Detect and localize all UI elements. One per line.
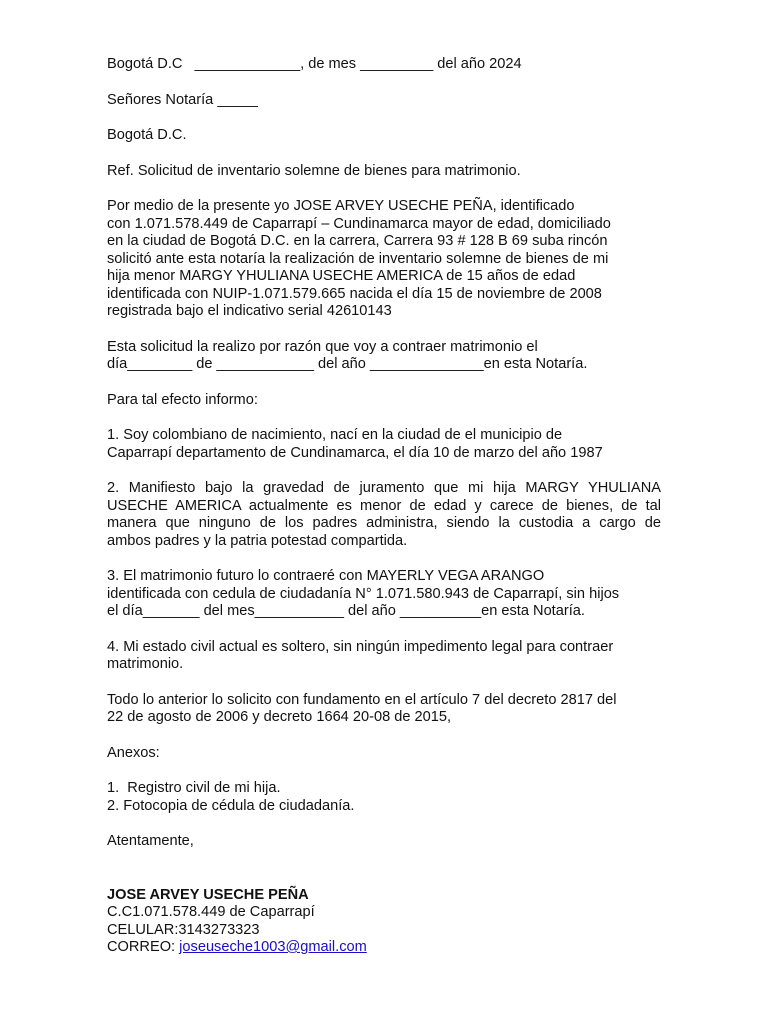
legal-basis-line: Todo lo anterior lo solicito con fundamento en el artículo 7 del decreto 2817 del bbox=[107, 691, 617, 708]
intro-line: hija menor MARGY YHULIANA USECHE AMERICA de 15 años de edad bbox=[107, 268, 576, 284]
inform-intro: Para tal efecto informo: bbox=[107, 391, 258, 408]
item-line: 2. Manifiesto bajo la gravedad de juramento que mi hija MARGY YHULIANA bbox=[107, 480, 661, 496]
item-line: 1. Soy colombiano de nacimiento, nací en la ciudad de el municipio de bbox=[107, 427, 563, 443]
item-2 bbox=[107, 480, 661, 550]
intro-line: Por medio de la presente yo JOSE ARVEY USECHE PEÑA, identificado bbox=[107, 198, 575, 214]
item-line: Caparrapí departamento de Cundinamarca, el día 10 de marzo del año 1987 bbox=[107, 444, 603, 461]
email-label: CORREO: bbox=[107, 939, 180, 955]
item-line: 3. El matrimonio futuro lo contraeré con MAYERLY VEGA ARANGO bbox=[107, 568, 545, 584]
annexes-title: Anexos: bbox=[107, 744, 160, 761]
item-line: manera que ninguno de los padres administra, siendo la custodia a cargo de bbox=[107, 515, 661, 531]
annexes-list bbox=[107, 780, 661, 815]
signer-email-row bbox=[107, 939, 661, 957]
city-line: Bogotá D.C. bbox=[107, 127, 187, 143]
request-line: día________ de ____________ del año ______________en esta Notaría. bbox=[107, 356, 588, 372]
signer-id: C.C1.071.578.449 de Caparrapí bbox=[107, 904, 315, 920]
date-line: Bogotá D.C _____________, de mes _________ del año 2024 bbox=[107, 56, 522, 72]
item-line: el día_______ del mes___________ del año __________en esta Notaría. bbox=[107, 603, 585, 619]
closing-line: Atentamente, bbox=[107, 833, 194, 849]
annex-item: 2. Fotocopia de cédula de ciudadanía. bbox=[107, 797, 355, 814]
letter-body bbox=[107, 56, 661, 957]
intro-line: en la ciudad de Bogotá D.C. en la carrera, Carrera 93 # 128 B 69 suba rincón bbox=[107, 233, 608, 249]
reference-line: Ref. Solicitud de inventario solemne de bienes para matrimonio. bbox=[107, 162, 521, 179]
request-paragraph bbox=[107, 339, 661, 374]
intro-line: solicitó ante esta notaría la realización de inventario solemne de bienes de mi bbox=[107, 250, 609, 267]
intro-paragraph bbox=[107, 198, 661, 321]
item-4 bbox=[107, 639, 661, 674]
item-line: identificada con cedula de ciudadanía N° 1.071.580.943 de Caparrapí, sin hijos bbox=[107, 585, 620, 602]
legal-basis-paragraph bbox=[107, 692, 661, 727]
item-line: 4. Mi estado civil actual es soltero, sin ningún impedimento legal para contraer bbox=[107, 638, 614, 655]
annex-item: 1. Registro civil de mi hija. bbox=[107, 780, 281, 796]
intro-line: registrada bajo el indicativo serial 42610143 bbox=[107, 303, 392, 319]
email-link[interactable]: joseuseche1003@gmail.com bbox=[179, 939, 367, 955]
signature-block bbox=[107, 887, 661, 957]
intro-line: con 1.071.578.449 de Caparrapí – Cundinamarca mayor de edad, domiciliado bbox=[107, 215, 611, 232]
legal-basis-line: 22 de agosto de 2006 y decreto 1664 20-08 de 2015, bbox=[107, 709, 452, 725]
signer-name: JOSE ARVEY USECHE PEÑA bbox=[107, 886, 309, 903]
recipient-line: Señores Notaría _____ bbox=[107, 91, 258, 108]
request-line: Esta solicitud la realizo por razón que voy a contraer matrimonio el bbox=[107, 338, 538, 355]
item-1 bbox=[107, 427, 661, 462]
item-3 bbox=[107, 568, 661, 621]
intro-line: identificada con NUIP-1.071.579.665 nacida el día 15 de noviembre de 2008 bbox=[107, 285, 602, 302]
item-line: ambos padres y la patria potestad compartida. bbox=[107, 532, 408, 549]
item-line: USECHE AMERICA actualmente es menor de edad y carece de bienes, de tal bbox=[107, 497, 661, 514]
signer-phone: CELULAR:3143273323 bbox=[107, 921, 260, 938]
item-line: matrimonio. bbox=[107, 656, 184, 672]
